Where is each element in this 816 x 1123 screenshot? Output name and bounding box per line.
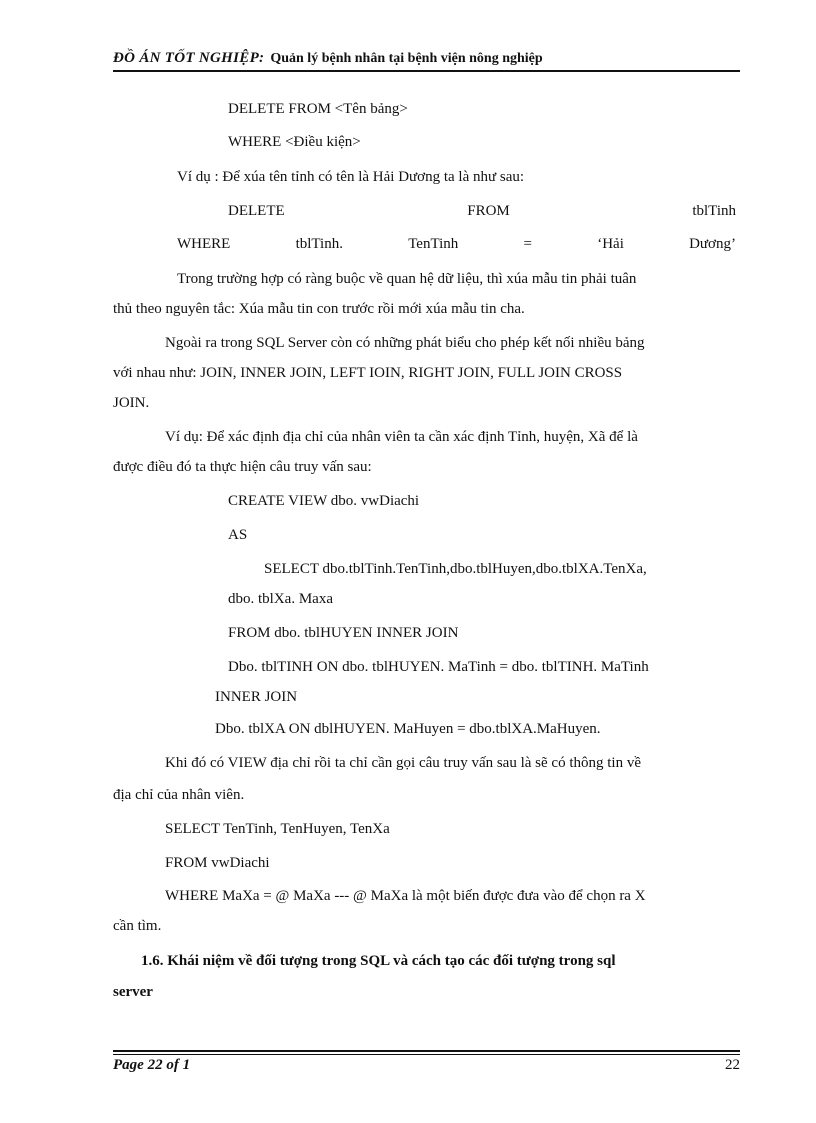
sql-delete-line: DELETE FROM <Tên bảng> <box>228 101 408 117</box>
token: WHERE <box>177 236 231 252</box>
paragraph-line: Khi đó có VIEW địa chỉ rồi ta chỉ cần gọi câu truy vấn sau là sẽ có thông tin về <box>165 755 641 771</box>
header-title: Quản lý bệnh nhân tại bệnh viện nông nghiệp <box>270 51 543 66</box>
page-header <box>113 50 740 70</box>
token: ‘Hải <box>597 236 624 252</box>
token: FROM <box>467 203 510 219</box>
code-line: SELECT dbo.tblTinh.TenTinh,dbo.tblHuyen,dbo.tblXA.TenXa, <box>264 561 647 577</box>
token: Dương’ <box>689 236 736 252</box>
sql-where-line: WHERE <Điều kiện> <box>228 134 361 150</box>
code-line: INNER JOIN <box>215 689 298 705</box>
footer-rule-thin <box>113 1054 740 1055</box>
code-line: Dbo. tblXA ON dblHUYEN. MaHuyen = dbo.tblXA.MaHuyen. <box>215 721 601 737</box>
section-heading-continued: server <box>113 984 153 1000</box>
paragraph-line: Ngoài ra trong SQL Server còn có những phát biểu cho phép kết nối nhiều bảng <box>165 335 645 351</box>
header-lead: ĐỒ ÁN TỐT NGHIỆP: <box>113 50 265 66</box>
paragraph-line: JOIN. <box>113 395 150 411</box>
paragraph-line: với nhau như: JOIN, INNER JOIN, LEFT IOIN, RIGHT JOIN, FULL JOIN CROSS <box>113 365 623 381</box>
code-line: FROM vwDiachi <box>165 855 270 871</box>
code-line: AS <box>228 527 248 543</box>
paragraph-line: Ví dụ: Để xác định địa chỉ của nhân viên ta cần xác định Tỉnh, huyện, Xã để là <box>165 429 638 445</box>
token: = <box>523 236 532 252</box>
section-heading: 1.6. Khái niệm về đối tượng trong SQL và cách tạo các đối tượng trong sql <box>141 953 616 969</box>
example-where-statement <box>177 235 736 253</box>
paragraph-line: được điều đó ta thực hiện câu truy vấn sau: <box>113 459 372 475</box>
token: tblTinh <box>692 203 736 219</box>
example-delete-intro: Ví dụ : Để xúa tên tỉnh có tên là Hải Dương ta là như sau: <box>177 169 525 185</box>
code-line: dbo. tblXa. Maxa <box>228 591 333 607</box>
example-delete-statement <box>228 202 736 220</box>
token: TenTinh <box>408 236 459 252</box>
footer-page-label: Page 22 of 1 <box>113 1057 191 1073</box>
paragraph-line: thủ theo nguyên tắc: Xúa mẫu tin con trước rồi mới xúa mẫu tin cha. <box>113 301 525 317</box>
paragraph-line: Trong trường hợp có ràng buộc về quan hệ dữ liệu, thì xúa mẫu tin phải tuân <box>177 271 637 287</box>
paragraph-line: địa chỉ của nhân viên. <box>113 787 245 803</box>
code-line: SELECT TenTinh, TenHuyen, TenXa <box>165 821 390 837</box>
paragraph-line: cần tìm. <box>113 918 162 934</box>
footer-rule <box>113 1050 740 1052</box>
token: DELETE <box>228 203 285 219</box>
token: tblTinh. <box>295 236 343 252</box>
header-rule <box>113 70 740 72</box>
code-line: CREATE VIEW dbo. vwDiachi <box>228 493 420 509</box>
code-line: Dbo. tblTINH ON dbo. tblHUYEN. MaTinh = dbo. tblTINH. MaTinh <box>228 659 649 675</box>
code-line: WHERE MaXa = @ MaXa --- @ MaXa là một biến được đưa vào để chọn ra X <box>165 888 646 904</box>
code-line: FROM dbo. tblHUYEN INNER JOIN <box>228 625 459 641</box>
footer-page-number: 22 <box>725 1057 740 1073</box>
